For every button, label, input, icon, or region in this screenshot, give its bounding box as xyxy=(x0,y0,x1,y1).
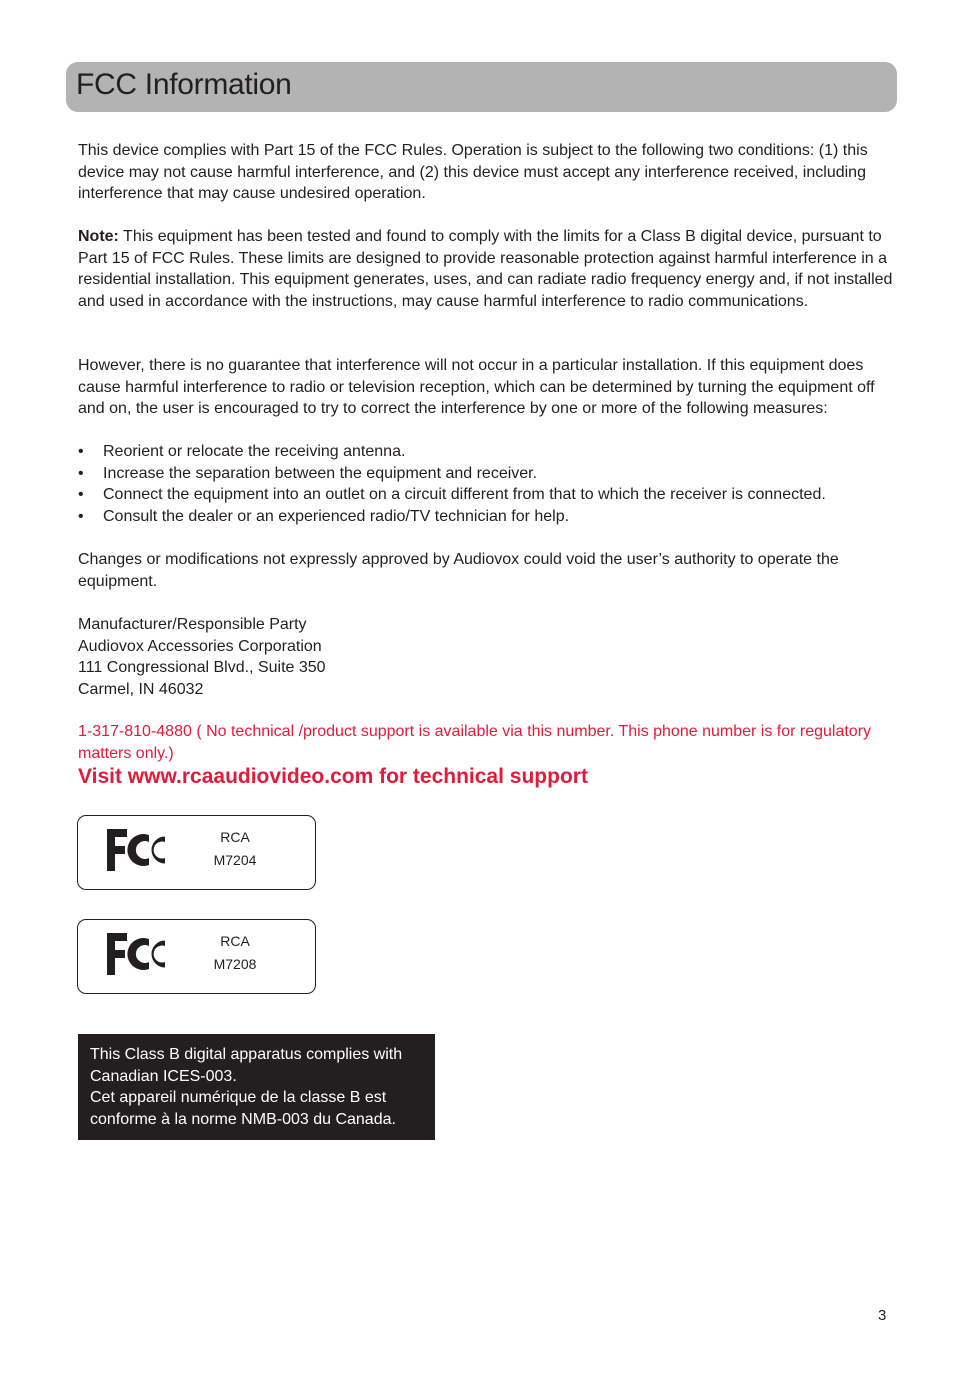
page-title: FCC Information xyxy=(76,68,292,101)
list-item: • Consult the dealer or an experienced radio/TV technician for help. xyxy=(78,506,894,528)
fcc-label-text xyxy=(211,930,259,976)
fcc-model: M7208 xyxy=(213,956,257,972)
fcc-label-m7208 xyxy=(77,919,316,994)
bullet-icon: • xyxy=(78,464,84,482)
title-bar xyxy=(66,62,897,112)
fcc-brand: RCA xyxy=(220,829,250,845)
list-item: • Reorient or relocate the receiving antenna. xyxy=(78,441,894,463)
ices-en-line2: Canadian ICES-003. xyxy=(90,1067,237,1085)
fcc-model: M7204 xyxy=(213,852,257,868)
note-label: Note: xyxy=(78,228,119,245)
fcc-brand: RCA xyxy=(220,933,250,949)
fcc-logo-icon xyxy=(105,931,169,977)
measures-list xyxy=(78,441,894,527)
page-number: 3 xyxy=(878,1307,887,1324)
ices-notice xyxy=(78,1034,435,1140)
phone-note: 1-317-810-4880 ( No technical /product support is available via this number. This phone number is for regulatory matters only.) xyxy=(78,723,872,762)
ices-fr-line2: conforme à la norme NMB-003 du Canada. xyxy=(90,1110,396,1128)
note-text: This equipment has been tested and found to comply with the limits for a Class B digital device, pursuant to Part 15 of FCC Rules. These limits are designed to provide reasonable protection against harmful interference in a residential installation. This equipment generates, uses, and can radiate radio frequency energy and, if not installed and used in accordance with the instructions, may cause harmful interference to radio communications. xyxy=(78,228,893,310)
compliance-paragraph: This device complies with Part 15 of the FCC Rules. Operation is subject to the following two conditions: (1) this device may not cause harmful interference, and (2) this device must accept any interference received, including interference that may cause undesired operation. xyxy=(78,142,868,203)
manufacturer-role: Manufacturer/Responsible Party xyxy=(78,616,307,633)
support-line: Visit www.rcaaudiovideo.com for technical support xyxy=(78,765,588,788)
changes-paragraph: Changes or modifications not expressly approved by Audiovox could void the user’s authority to operate the equipment. xyxy=(78,551,839,590)
fcc-logo-icon xyxy=(105,827,169,873)
fcc-label-text xyxy=(211,826,259,872)
bullet-icon: • xyxy=(78,486,84,504)
ices-fr-line1: Cet appareil numérique de la classe B est xyxy=(90,1089,387,1107)
note-paragraph xyxy=(78,226,894,312)
manufacturer-city: Carmel, IN 46032 xyxy=(78,680,204,698)
list-item: • Connect the equipment into an outlet on a circuit different from that to which the receiver is connected. xyxy=(78,484,894,506)
bullet-icon: • xyxy=(78,507,84,525)
manufacturer-company: Audiovox Accessories Corporation xyxy=(78,637,322,655)
fcc-label-m7204 xyxy=(77,815,316,890)
list-item: • Increase the separation between the equipment and receiver. xyxy=(78,463,894,485)
manufacturer-street: 111 Congressional Blvd., Suite 350 xyxy=(78,659,326,677)
guarantee-paragraph: However, there is no guarantee that interference will not occur in a particular installation. If this equipment does cause harmful interference to radio or television reception, which can be determined by turning the equipment off and on, the user is encouraged to try to correct the interference by one or more of the following measures: xyxy=(78,357,875,418)
bullet-icon: • xyxy=(78,443,84,460)
ices-notice-text xyxy=(90,1044,402,1130)
manufacturer-address xyxy=(78,614,894,700)
ices-en-line1: This Class B digital apparatus complies with xyxy=(90,1046,403,1063)
